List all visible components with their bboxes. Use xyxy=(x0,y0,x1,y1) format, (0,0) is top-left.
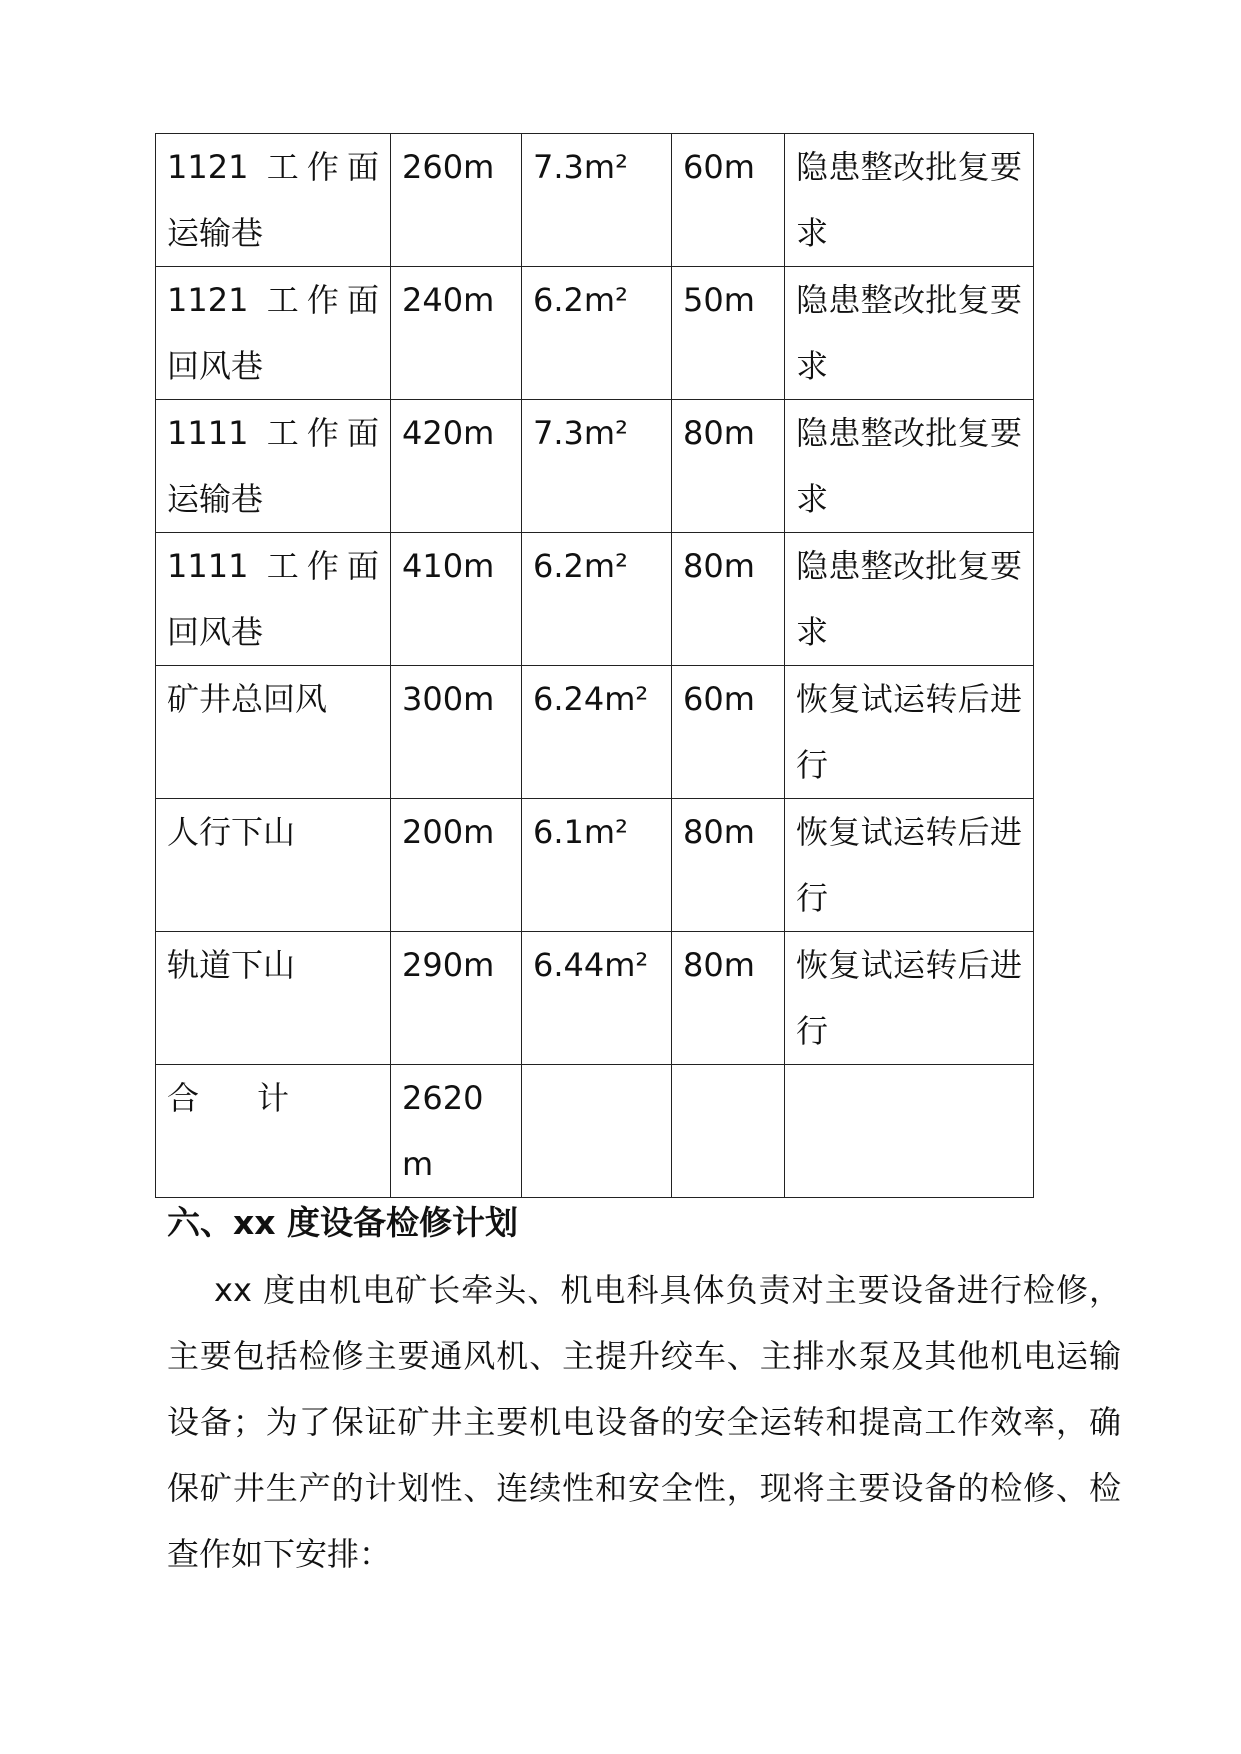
distance-cell: 80m xyxy=(672,799,785,932)
length-cell: 290m xyxy=(391,932,522,1065)
roadway-name-cell: 1111 工作面运输巷 xyxy=(156,400,391,533)
area-cell: 7.3m² xyxy=(522,134,672,267)
roadway-name-cell: 1111 工作面回风巷 xyxy=(156,533,391,666)
note-cell: 隐患整改批复要求 xyxy=(785,533,1034,666)
table-row xyxy=(156,533,1034,666)
length-cell: 410m xyxy=(391,533,522,666)
table-row xyxy=(156,267,1034,400)
roadway-name-cell: 轨道下山 xyxy=(156,932,391,1065)
length-cell: 300m xyxy=(391,666,522,799)
roadway-name-cell: 1121 工作面运输巷 xyxy=(156,134,391,267)
note-cell: 恢复试运转后进行 xyxy=(785,666,1034,799)
total-distance-cell xyxy=(672,1065,785,1198)
area-cell: 6.1m² xyxy=(522,799,672,932)
table-total-row xyxy=(156,1065,1034,1198)
length-cell: 240m xyxy=(391,267,522,400)
distance-cell: 60m xyxy=(672,134,785,267)
roadway-name-cell: 矿井总回风 xyxy=(156,666,391,799)
table-row xyxy=(156,666,1034,799)
area-cell: 6.2m² xyxy=(522,533,672,666)
distance-cell: 50m xyxy=(672,267,785,400)
total-label-cell xyxy=(156,1065,391,1198)
body-paragraph: xx 度由机电矿长牵头、机电科具体负责对主要设备进行检修，主要包括检修主要通风机、主提升绞车、主排水泵及其他机电运输设备；为了保证矿井主要机电设备的安全运转和提高工作效率，确保矿井生产的计划性、连续性和安全性，现将主要设备的检修、检查作如下安排： xyxy=(167,1271,1121,1573)
section-heading: 六、xx 度设备检修计划 xyxy=(167,1203,519,1242)
table-row xyxy=(156,400,1034,533)
distance-cell: 80m xyxy=(672,932,785,1065)
length-cell: 200m xyxy=(391,799,522,932)
area-cell: 6.2m² xyxy=(522,267,672,400)
total-length-cell: 2620m xyxy=(391,1065,522,1198)
distance-cell: 60m xyxy=(672,666,785,799)
note-cell: 隐患整改批复要求 xyxy=(785,267,1034,400)
roadway-name-cell: 1121 工作面回风巷 xyxy=(156,267,391,400)
note-cell: 恢复试运转后进行 xyxy=(785,799,1034,932)
distance-cell: 80m xyxy=(672,533,785,666)
roadway-table xyxy=(155,133,1034,1198)
note-cell: 隐患整改批复要求 xyxy=(785,134,1034,267)
total-label xyxy=(167,1065,379,1131)
total-note-cell xyxy=(785,1065,1034,1198)
area-cell: 6.44m² xyxy=(522,932,672,1065)
distance-cell: 80m xyxy=(672,400,785,533)
table-row xyxy=(156,134,1034,267)
total-label-second: 计 xyxy=(257,1079,290,1117)
total-label-first: 合 xyxy=(167,1079,200,1117)
table-row xyxy=(156,799,1034,932)
length-cell: 260m xyxy=(391,134,522,267)
note-cell: 恢复试运转后进行 xyxy=(785,932,1034,1065)
roadway-name-cell: 人行下山 xyxy=(156,799,391,932)
area-cell: 6.24m² xyxy=(522,666,672,799)
total-area-cell xyxy=(522,1065,672,1198)
length-cell: 420m xyxy=(391,400,522,533)
area-cell: 7.3m² xyxy=(522,400,672,533)
table-row xyxy=(156,932,1034,1065)
note-cell: 隐患整改批复要求 xyxy=(785,400,1034,533)
